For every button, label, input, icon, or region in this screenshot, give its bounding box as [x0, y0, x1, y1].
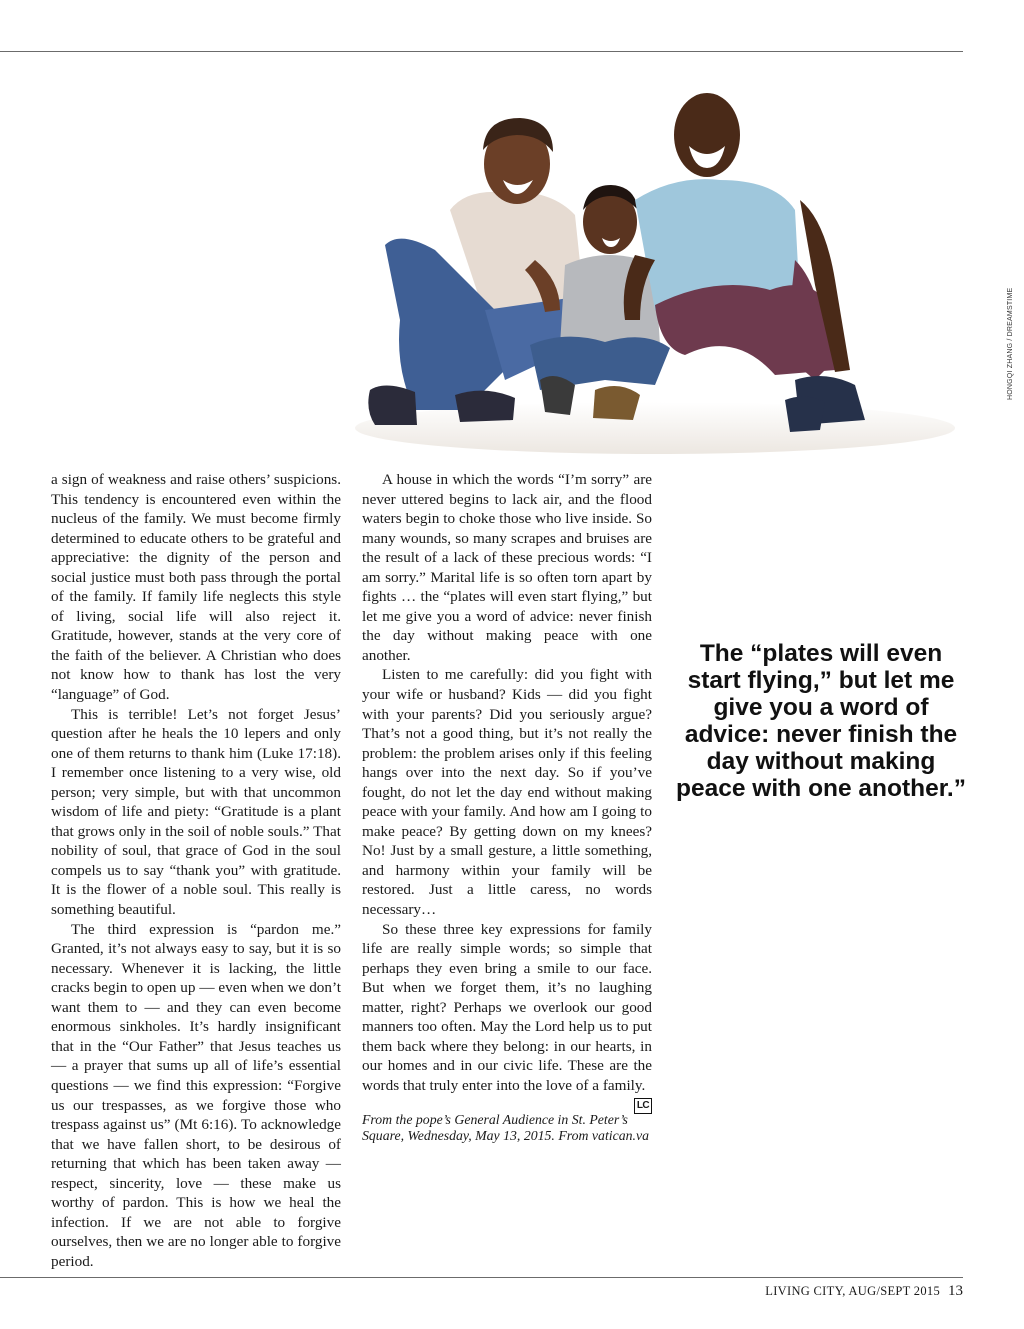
source-note: From the pope’s General Audience in St. Peter’s Square, Wednesday, May 13, 2015. From vatican.va [362, 1111, 649, 1143]
paragraph: Listen to me carefully: did you fight with your wife or husband? Kids — did you fight with your parents? Did you seriously argue? That’s not a good thing, but it’s not really the problem: the problem arises only if this feeling hangs over into the next day. So if you’ve fought, do not let the day end without making peace with your family. And how am I going to make peace? By getting down on my knees? No! Just by a small gesture, a little something, and harmony within your family will be restored. Just a little caress, no words necessary… [362, 666, 652, 919]
paragraph: a sign of weakness and raise others’ suspicions. This tendency is encountered even within the nucleus of the family. We must become firmly determined to educate others to be grateful and appreciative: the dignity of the person and social justice must both pass through the portal of the family. If family life neglects this style of living, social life will also reject it. Gratitude, however, stands at the very core of the faith of the believer. A Christian who does not know how to thank has lost the very “language” of God. [51, 471, 341, 704]
paragraph-text: So these three key expressions for family life are really simple words; so simple that perhaps they even bring a smile to our face. But when we forget them, it’s no laughing matter, right? Perhaps we overlook our good manners too often. May the Lord help us to put them back where they belong: in our hearts, in our homes and in our civic life. These are the words that truly enter into the love of a family. [362, 920, 652, 1094]
page-number: 13 [948, 1283, 963, 1299]
publication-label: LIVING CITY, AUG/SEPT 2015 [765, 1284, 940, 1298]
photo-credit: HONGQI ZHANG / DREAMSTIME [1007, 287, 1014, 400]
paragraph: This is terrible! Let’s not forget Jesus’ question after he heals the 10 lepers and only one of them returns to thank him (Luke 17:18). I remember once listening to a very wise, old person; very simple, but with that uncommon wisdom of life and piety: “Gratitude is a plant that grows only in the soil of noble souls.” That nobility of soul, that grace of God in the soul compels us to say “thank you” with gratitude. It is the flower of a noble soul. This really is something beautiful. [51, 705, 341, 919]
article-column-left [51, 470, 341, 1271]
paragraph-final [362, 920, 652, 1111]
pull-quote: The “plates will even start flying,” but let me give you a word of advice: never finish the day without making peace with one another.” [676, 640, 966, 802]
family-photo [355, 80, 955, 455]
paragraph: A house in which the words “I’m sorry” are never uttered begins to lack air, and the flood waters begin to choke those who live inside. So many wounds, so many scrapes and bruises are the result of a lack of these precious words: “I am sorry.” Marital life is so often torn apart by fights … the “plates will even start flying,” but let me give you a word of advice: never finish the day without making peace with one another. [362, 471, 652, 664]
top-rule [0, 51, 963, 52]
article-column-middle [362, 470, 652, 1144]
bottom-rule [0, 1277, 963, 1278]
end-mark-icon: LC [634, 1098, 652, 1114]
page-footer [700, 1282, 963, 1300]
paragraph: The third expression is “pardon me.” Granted, it’s not always easy to say, but it is so necessary. Whenever it is lacking, the little cracks begin to open up — even when we don’t want them to — and they can even become enormous sinkholes. It’s hardly insignificant that in the “Our Father” that Jesus teaches us — a prayer that sums up all of life’s essential questions — we find this expression: “Forgive us our trespasses, as we forgive those who trespass against us” (Mt 6:16). To acknowledge that we have fallen short, to be desirous of returning that which has been taken away — respect, sincerity, love — these make us worthy of pardon. This is how we heal the infection. If we are not able to forgive ourselves, then we are no longer able to forgive period. [51, 920, 341, 1270]
